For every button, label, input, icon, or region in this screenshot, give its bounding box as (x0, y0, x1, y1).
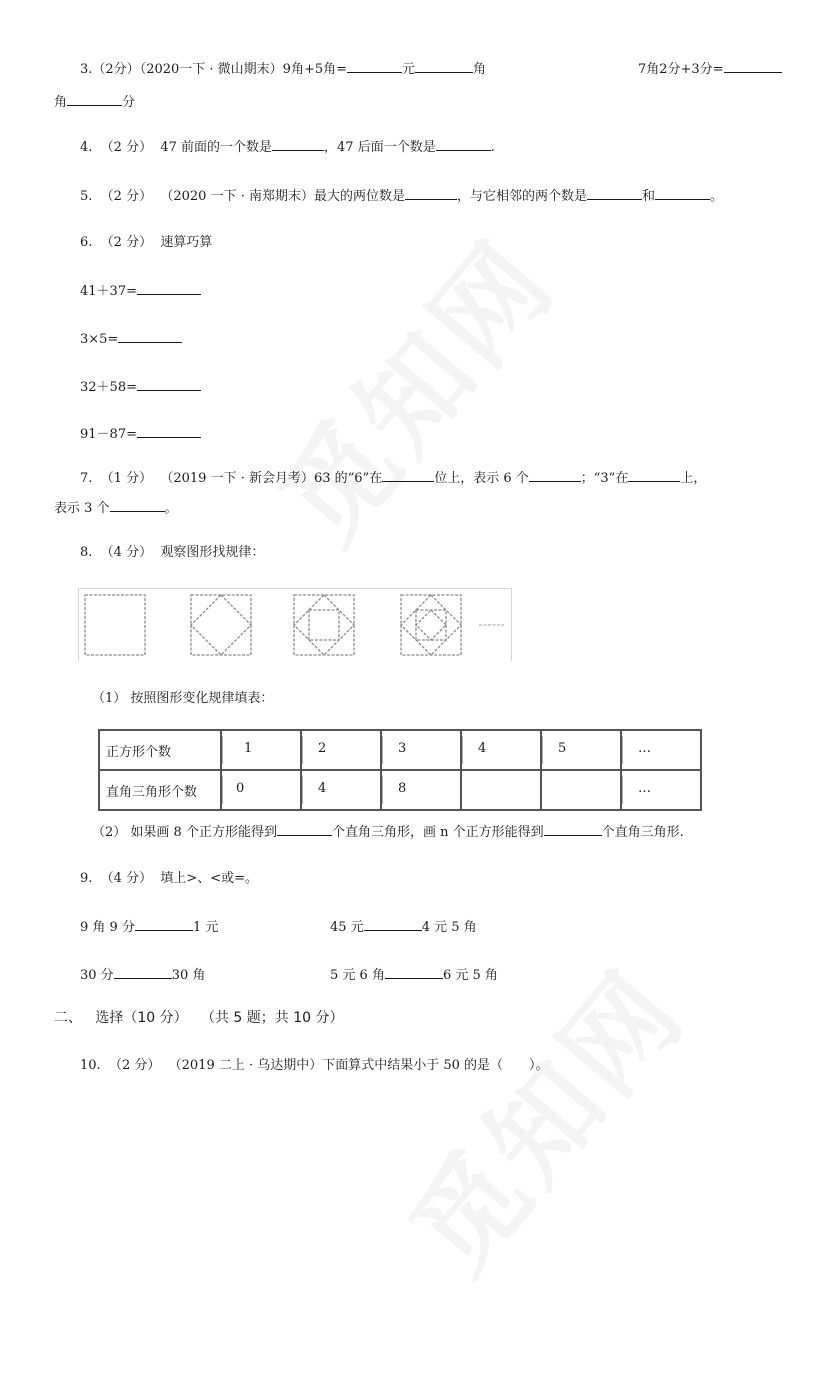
q7-text3: ；“3”在 (580, 471, 629, 486)
cell-value: 4 (318, 781, 327, 796)
q3-unit-yuan: 元 (402, 62, 416, 77)
table-cell[interactable] (301, 770, 381, 810)
question-3 (80, 58, 486, 80)
q8-p2-text2: 个直角三角形，画 n 个正方形能得到 (331, 825, 544, 840)
q8-score: （4 分） (100, 545, 153, 560)
pattern-square-4 (401, 595, 461, 655)
table-row (99, 770, 701, 810)
section-2-heading (54, 1008, 344, 1028)
answer-blank[interactable] (67, 91, 122, 106)
answer-blank[interactable] (529, 467, 581, 482)
answer-blank[interactable] (277, 821, 332, 836)
q6-item-text: 3×5= (80, 332, 119, 347)
cell-value: 5 (558, 741, 567, 756)
table-cell[interactable] (541, 770, 621, 810)
q9-item-left: 30 分 (80, 968, 114, 983)
q8-title: 观察图形找规律： (160, 545, 265, 560)
q3-number: 3. (80, 62, 93, 77)
q4-text1: 47 前面的一个数是 (160, 140, 273, 155)
q6-title: 速算巧算 (160, 235, 213, 250)
q5-text1: （2020 一下 · 南郑期末）最大的两位数是 (160, 189, 405, 204)
cell-tick (622, 776, 623, 804)
table-cell (541, 730, 621, 770)
q6-item (80, 423, 201, 445)
cell-tick (622, 736, 623, 764)
q7-text4: 上， (680, 471, 707, 486)
q8-p2-text1: （2） 如果画 8 个正方形能得到 (92, 825, 277, 840)
q5-score: （2 分） (100, 189, 153, 204)
q9-item-left: 5 元 6 角 (330, 968, 385, 983)
q5-text2: ，与它相邻的两个数是 (456, 189, 587, 204)
q7-end: 。 (164, 501, 178, 516)
question-7-line2 (54, 497, 178, 519)
q6-item (80, 376, 201, 398)
pattern-inner-square-4 (416, 610, 446, 640)
q3-unit-jiao2: 角 (54, 95, 68, 110)
answer-blank[interactable] (135, 916, 193, 931)
answer-blank[interactable] (655, 185, 710, 200)
q6-item-text: 41＋37= (80, 284, 137, 299)
q4-score: （2 分） (100, 140, 153, 155)
answer-blank[interactable] (415, 58, 473, 73)
answer-blank[interactable] (405, 185, 457, 200)
q7-text2: 位上，表示 6 个 (434, 471, 529, 486)
answer-blank[interactable] (724, 58, 782, 73)
answer-blank[interactable] (118, 328, 182, 343)
q4-number: 4. (80, 140, 93, 155)
pattern-diamond-4 (401, 595, 461, 655)
pattern-square-2 (191, 595, 251, 655)
cell-tick (222, 736, 223, 764)
q10-number: 10. (80, 1058, 101, 1073)
cell-value: 2 (318, 741, 327, 756)
answer-blank[interactable] (347, 58, 402, 73)
q9-item (330, 964, 498, 986)
section-2-title: 选择（10 分） (95, 1010, 188, 1026)
answer-blank[interactable] (436, 136, 491, 151)
q9-title: 填上>、<或=。 (160, 871, 259, 886)
q6-item (80, 280, 201, 302)
q4-text2: ，47 后面一个数是 (324, 140, 436, 155)
q7-text1: （2019 一下 · 新会月考）63 的“6”在 (160, 471, 383, 486)
q9-item-left: 45 元 (330, 920, 364, 935)
q7-text5: 表示 3 个 (54, 501, 110, 516)
answer-blank[interactable] (114, 964, 172, 979)
cell-tick (302, 776, 303, 804)
table-row-header (99, 730, 221, 770)
table-cell[interactable] (381, 770, 461, 810)
cell-tick (462, 736, 463, 764)
q9-item-right: 1 元 (192, 920, 219, 935)
q3-unit-jiao: 角 (473, 62, 487, 77)
pattern-inner-square-3 (309, 610, 339, 640)
q8-part1: （1） 按照图形变化规律填表： (92, 691, 274, 706)
cell-value: 1 (244, 741, 253, 756)
table-cell (381, 730, 461, 770)
question-8 (80, 543, 264, 563)
cell-value: 8 (398, 781, 407, 796)
q3-unit-fen: 分 (122, 95, 136, 110)
q9-item (80, 964, 205, 986)
answer-blank[interactable] (628, 467, 680, 482)
row2-header-text: 直角三角形个数 (106, 785, 198, 800)
q9-score: （4 分） (100, 871, 153, 886)
question-6 (80, 233, 212, 253)
q5-and: 和 (641, 189, 655, 204)
q6-item-text: 91－87= (80, 427, 137, 442)
q5-end: 。 (710, 189, 724, 204)
q9-number: 9. (80, 871, 93, 886)
answer-blank[interactable] (382, 467, 434, 482)
table-cell (461, 730, 541, 770)
pattern-diamond-3 (294, 595, 354, 655)
question-3-part2 (638, 58, 782, 80)
section-2-label: 二、 (54, 1010, 82, 1026)
pattern-square-1 (85, 595, 145, 655)
question-3-line2 (54, 91, 135, 113)
pattern-figure (78, 588, 512, 661)
answer-blank[interactable] (137, 376, 201, 391)
table-cell (621, 770, 701, 810)
q9-item-right: 6 元 5 角 (442, 968, 498, 983)
q6-item-text: 32＋58= (80, 380, 137, 395)
cell-tick (302, 736, 303, 764)
q3-text: （2020一下 · 微山期末）9角+5角= (139, 62, 347, 77)
q9-item-right: 4 元 5 角 (421, 920, 477, 935)
q8-p2-text3: 个直角三角形. (601, 825, 684, 840)
table-cell (301, 730, 381, 770)
table-cell (221, 730, 301, 770)
cell-tick (382, 776, 383, 804)
row1-header-text: 正方形个数 (106, 745, 172, 760)
q8-number: 8. (80, 545, 93, 560)
pattern-diamond-2 (191, 595, 251, 655)
q9-item (80, 916, 218, 938)
cell-value: … (638, 741, 651, 756)
pattern-inner-diamond-4 (416, 610, 446, 640)
table-row (99, 730, 701, 770)
q8-part2 (92, 821, 684, 843)
table-cell[interactable] (221, 770, 301, 810)
table-row-header (99, 770, 221, 810)
q9-item-left: 9 角 9 分 (80, 920, 135, 935)
cell-value: 0 (236, 781, 245, 796)
cell-tick (542, 736, 543, 764)
answer-blank[interactable] (272, 136, 324, 151)
q10-text: （2019 二上 · 乌达期中）下面算式中结果小于 50 的是（ ）。 (168, 1058, 549, 1073)
answer-blank[interactable] (137, 280, 201, 295)
answer-blank[interactable] (587, 185, 642, 200)
cell-value: 3 (398, 741, 407, 756)
q3-score: （2分） (92, 62, 140, 77)
table-cell (621, 730, 701, 770)
cell-tick (382, 736, 383, 764)
pattern-square-3 (294, 595, 354, 655)
section-2-count: （共 5 题；共 10 分） (200, 1010, 344, 1026)
table-cell[interactable] (461, 770, 541, 810)
pattern-table (98, 729, 702, 811)
q6-score: （2 分） (100, 235, 153, 250)
q6-item (80, 328, 182, 350)
q9-item (330, 916, 477, 938)
pattern-figure-svg (79, 589, 511, 661)
q4-end: . (490, 140, 495, 155)
q7-number: 7. (80, 471, 93, 486)
q5-number: 5. (80, 189, 93, 204)
answer-blank[interactable] (364, 916, 422, 931)
cell-value: 4 (478, 741, 487, 756)
answer-blank[interactable] (544, 821, 602, 836)
answer-blank[interactable] (137, 423, 201, 438)
answer-blank[interactable] (385, 964, 443, 979)
question-9 (80, 869, 258, 889)
question-4 (80, 136, 495, 158)
question-7 (80, 467, 706, 489)
answer-blank[interactable] (110, 497, 165, 512)
q10-score: （2 分） (108, 1058, 161, 1073)
q3-expr2: 7角2分+3分= (638, 62, 724, 77)
cell-tick (222, 776, 223, 804)
cell-value: … (638, 781, 651, 796)
q7-score: （1 分） (100, 471, 153, 486)
question-10 (80, 1056, 549, 1076)
q6-number: 6. (80, 235, 93, 250)
watermark-lower (369, 969, 792, 1391)
question-5 (80, 185, 723, 207)
q9-item-right: 30 角 (171, 968, 206, 983)
